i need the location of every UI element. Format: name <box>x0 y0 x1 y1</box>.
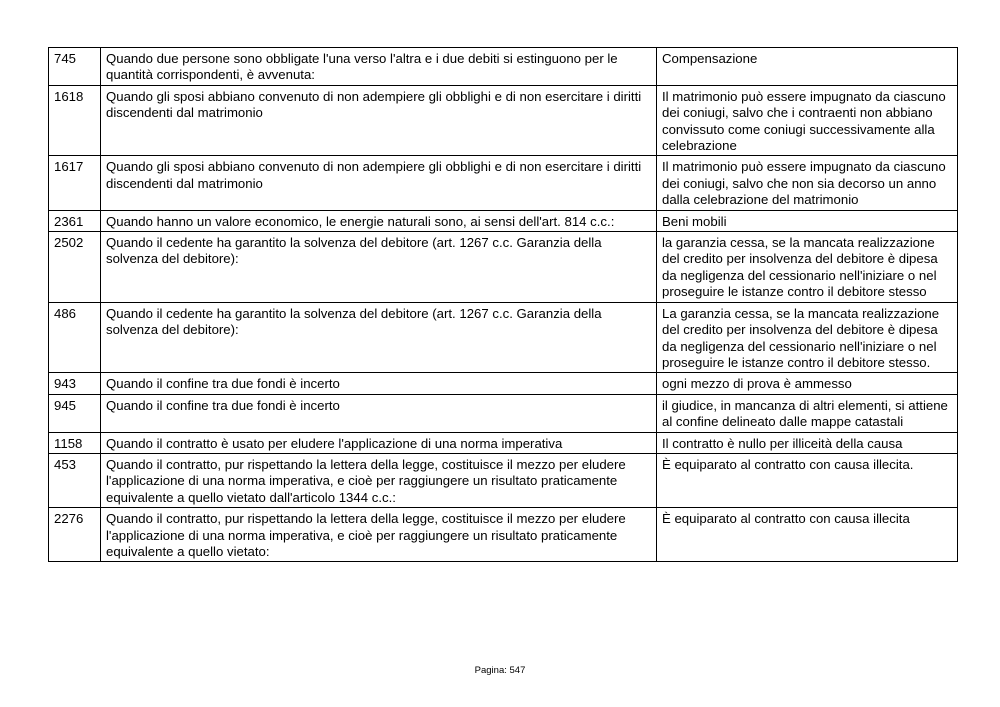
question-text: Quando il contratto, pur rispettando la lettera della legge, costituisce il mezzo per eludere l'applicazione di una norma imperativa, e cioè per raggiungere un risultato praticamente equivalente a quello vietato: <box>101 508 657 562</box>
answer-text: Il contratto è nullo per illiceità della causa <box>657 432 958 453</box>
question-text: Quando hanno un valore economico, le energie naturali sono, ai sensi dell'art. 814 c.c.: <box>101 210 657 231</box>
table-row <box>49 210 958 231</box>
table-row <box>49 508 958 562</box>
question-id: 1617 <box>49 156 101 210</box>
qa-table-body <box>49 48 958 562</box>
table-row <box>49 48 958 86</box>
question-id: 486 <box>49 302 101 373</box>
question-text: Quando il contratto, pur rispettando la lettera della legge, costituisce il mezzo per eludere l'applicazione di una norma imperativa, e cioè per raggiungere un risultato praticamente equivalente a quello vietato dall'articolo 1344 c.c.: <box>101 453 657 507</box>
answer-text: Il matrimonio può essere impugnato da ciascuno dei coniugi, salvo che i contraenti non abbiano convissuto come coniugi successivamente alla celebrazione <box>657 85 958 156</box>
answer-text: Compensazione <box>657 48 958 86</box>
table-row <box>49 432 958 453</box>
question-text: Quando il cedente ha garantito la solvenza del debitore (art. 1267 c.c. Garanzia della solvenza del debitore): <box>101 302 657 373</box>
table-row <box>49 232 958 303</box>
answer-text: È equiparato al contratto con causa illecita. <box>657 453 958 507</box>
question-id: 1158 <box>49 432 101 453</box>
answer-text: ogni mezzo di prova è ammesso <box>657 373 958 394</box>
answer-text: il giudice, in mancanza di altri elementi, si attiene al confine delineato dalle mappe catastali <box>657 394 958 432</box>
page-number: Pagina: 547 <box>474 665 526 676</box>
answer-text: È equiparato al contratto con causa illecita <box>657 508 958 562</box>
question-id: 2276 <box>49 508 101 562</box>
question-id: 745 <box>49 48 101 86</box>
question-text: Quando il cedente ha garantito la solvenza del debitore (art. 1267 c.c. Garanzia della solvenza del debitore): <box>101 232 657 303</box>
answer-text: la garanzia cessa, se la mancata realizzazione del credito per insolvenza del debitore è dipesa da negligenza del cessionario nell'iniziare o nel proseguire le istanze contro il debitore stesso <box>657 232 958 303</box>
table-row <box>49 85 958 156</box>
question-text: Quando gli sposi abbiano convenuto di non adempiere gli obblighi e di non esercitare i diritti discendenti dal matrimonio <box>101 85 657 156</box>
question-text: Quando il contratto è usato per eludere l'applicazione di una norma imperativa <box>101 432 657 453</box>
question-id: 1618 <box>49 85 101 156</box>
question-text: Quando gli sposi abbiano convenuto di non adempiere gli obblighi e di non esercitare i diritti discendenti dal matrimonio <box>101 156 657 210</box>
question-text: Quando il confine tra due fondi è incerto <box>101 394 657 432</box>
question-text: Quando due persone sono obbligate l'una verso l'altra e i due debiti si estinguono per le quantità corrispondenti, è avvenuta: <box>101 48 657 86</box>
answer-text: La garanzia cessa, se la mancata realizzazione del credito per insolvenza del debitore è dipesa da negligenza del cessionario nell'iniziare o nel proseguire le istanze contro il debitore stesso. <box>657 302 958 373</box>
answer-text: Beni mobili <box>657 210 958 231</box>
question-id: 943 <box>49 373 101 394</box>
table-row <box>49 156 958 210</box>
question-id: 2361 <box>49 210 101 231</box>
qa-table <box>48 47 958 562</box>
table-row <box>49 394 958 432</box>
answer-text: Il matrimonio può essere impugnato da ciascuno dei coniugi, salvo che non sia decorso un anno dalla celebrazione del matrimonio <box>657 156 958 210</box>
question-id: 453 <box>49 453 101 507</box>
table-row <box>49 453 958 507</box>
table-row <box>49 373 958 394</box>
question-id: 2502 <box>49 232 101 303</box>
table-row <box>49 302 958 373</box>
question-id: 945 <box>49 394 101 432</box>
question-text: Quando il confine tra due fondi è incerto <box>101 373 657 394</box>
